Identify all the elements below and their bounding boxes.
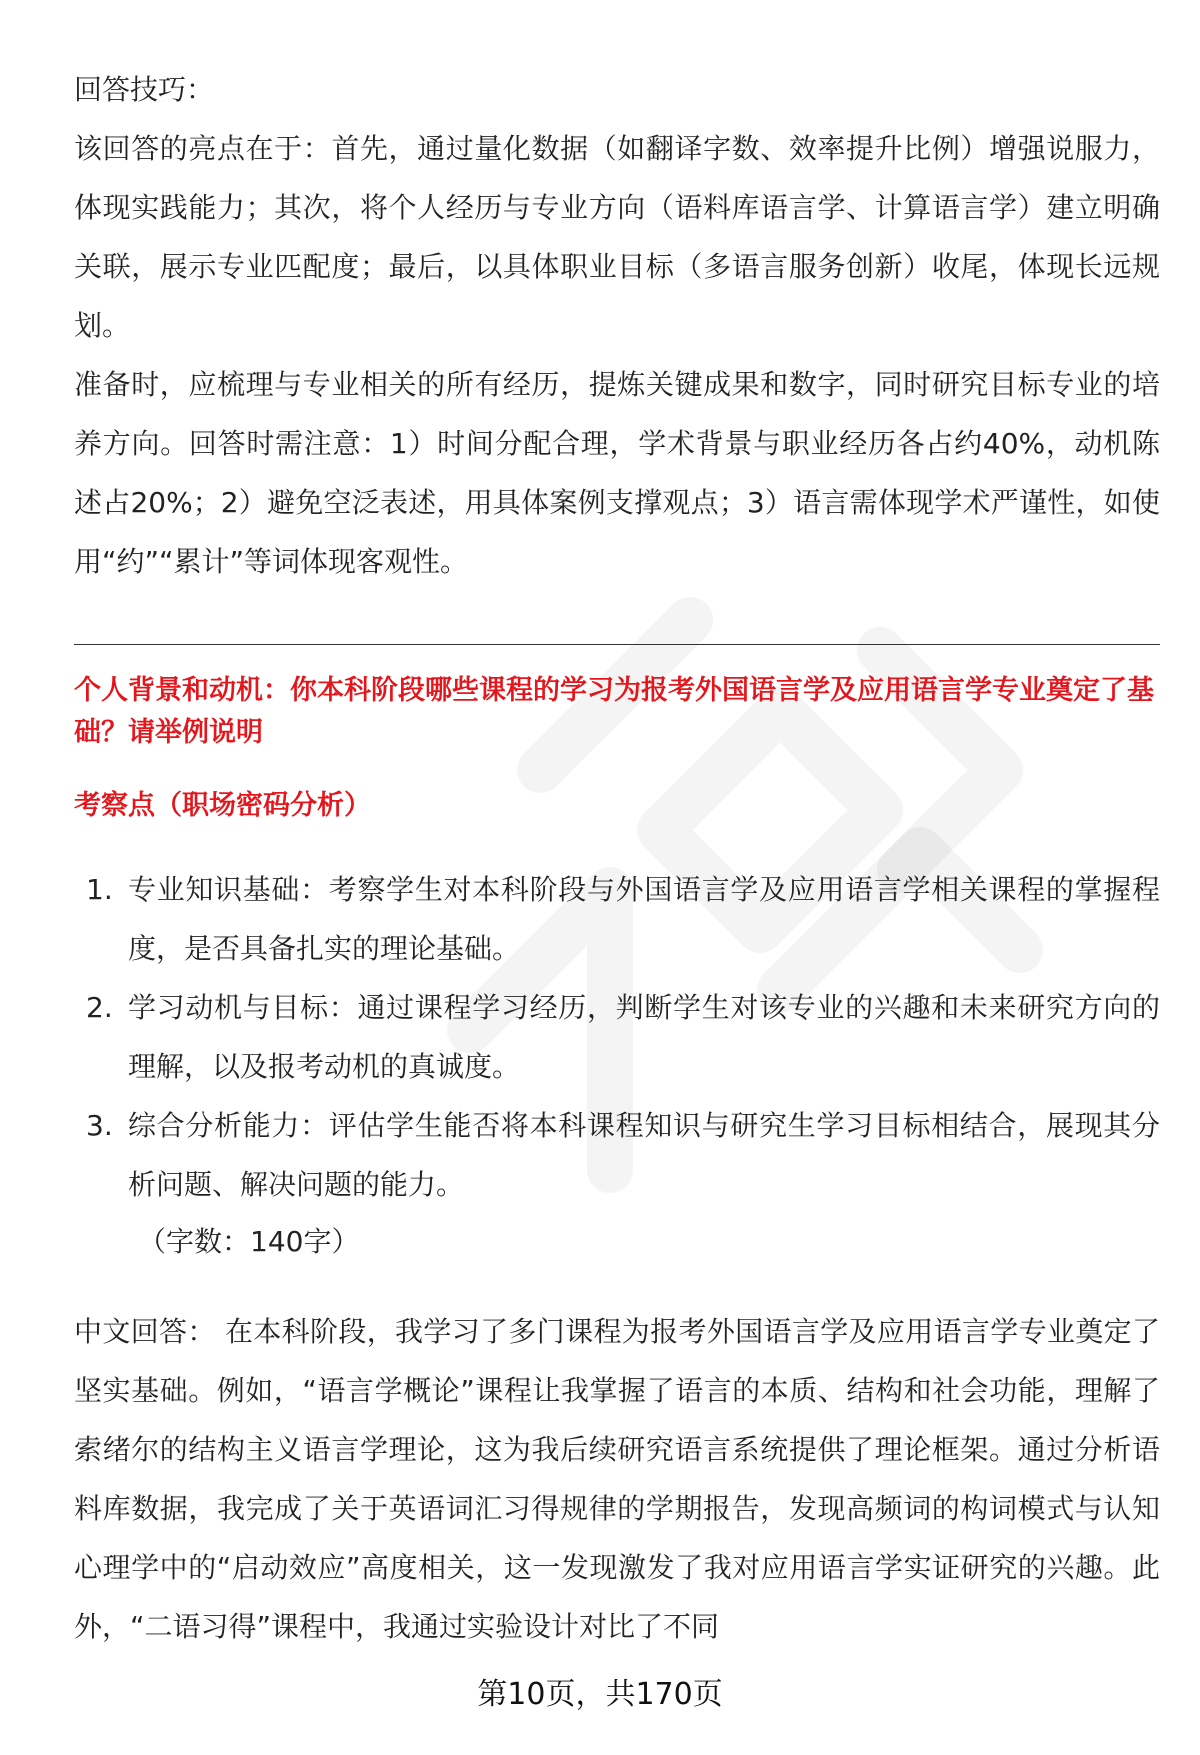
list-item-number: 1. [86, 873, 113, 906]
answer-tips-label: 回答技巧： [74, 73, 215, 106]
chinese-answer-text: 中文回答： 在本科阶段，我学习了多门课程为报考外国语言学及应用语言学专业奠定了坚实基础。例如，“语言学概论”课程让我掌握了语言的本质、结构和社会功能，理解了索绪尔的结构主义语言学理论，这为我后续研究语言系统提供了理论框架。通过分析语料库数据，我完成了关于英语词汇习得规律的学期报告，发现高频词的构词模式与认知心理学中的“启动效应”高度相关，这一发现激发了我对应用语言学实证研究的兴趣。此外，“二语习得”课程中，我通过实验设计对比了不同 [74, 1315, 1160, 1643]
list-item [74, 860, 1160, 978]
assessment-points-title: 考察点（职场密码分析） [74, 790, 371, 821]
answer-tips-paragraph-2: 准备时，应梳理与专业相关的所有经历，提炼关键成果和数字，同时研究目标专业的培养方向。回答时需注意：1）时间分配合理，学术背景与职业经历各占约40%，动机陈述占20%；2）避免空泛表述，用具体案例支撑观点；3）语言需体现学术严谨性，如使用“约”“累计”等词体现客观性。 [74, 368, 1160, 578]
page-indicator: 第10页，共170页 [477, 1677, 723, 1712]
list-item-text: 学习动机与目标：通过课程学习经历，判断学生对该专业的兴趣和未来研究方向的理解，以及报考动机的真诚度。 [128, 991, 1160, 1083]
assessment-points-list [74, 860, 1160, 1214]
list-item-number: 2. [86, 991, 113, 1024]
chinese-answer-section [74, 1302, 1160, 1656]
list-item-text: 专业知识基础：考察学生对本科阶段与外国语言学及应用语言学相关课程的掌握程度，是否具备扎实的理论基础。 [128, 873, 1160, 965]
word-count: （字数：140字） [138, 1225, 360, 1258]
list-item-number: 3. [86, 1109, 113, 1142]
list-item [74, 1096, 1160, 1214]
answer-tips-paragraph-1: 该回答的亮点在于：首先，通过量化数据（如翻译字数、效率提升比例）增强说服力，体现实践能力；其次，将个人经历与专业方向（语料库语言学、计算语言学）建立明确关联，展示专业匹配度；最后，以具体职业目标（多语言服务创新）收尾，体现长远规划。 [74, 132, 1160, 342]
section-divider [74, 644, 1160, 645]
question-title: 个人背景和动机：你本科阶段哪些课程的学习为报考外国语言学及应用语言学专业奠定了基础？请举例说明 [74, 675, 1154, 748]
list-item-text: 综合分析能力：评估学生能否将本科课程知识与研究生学习目标相结合，展现其分析问题、解决问题的能力。 [128, 1109, 1160, 1201]
list-item [74, 978, 1160, 1096]
answer-tips-section [74, 60, 1160, 591]
